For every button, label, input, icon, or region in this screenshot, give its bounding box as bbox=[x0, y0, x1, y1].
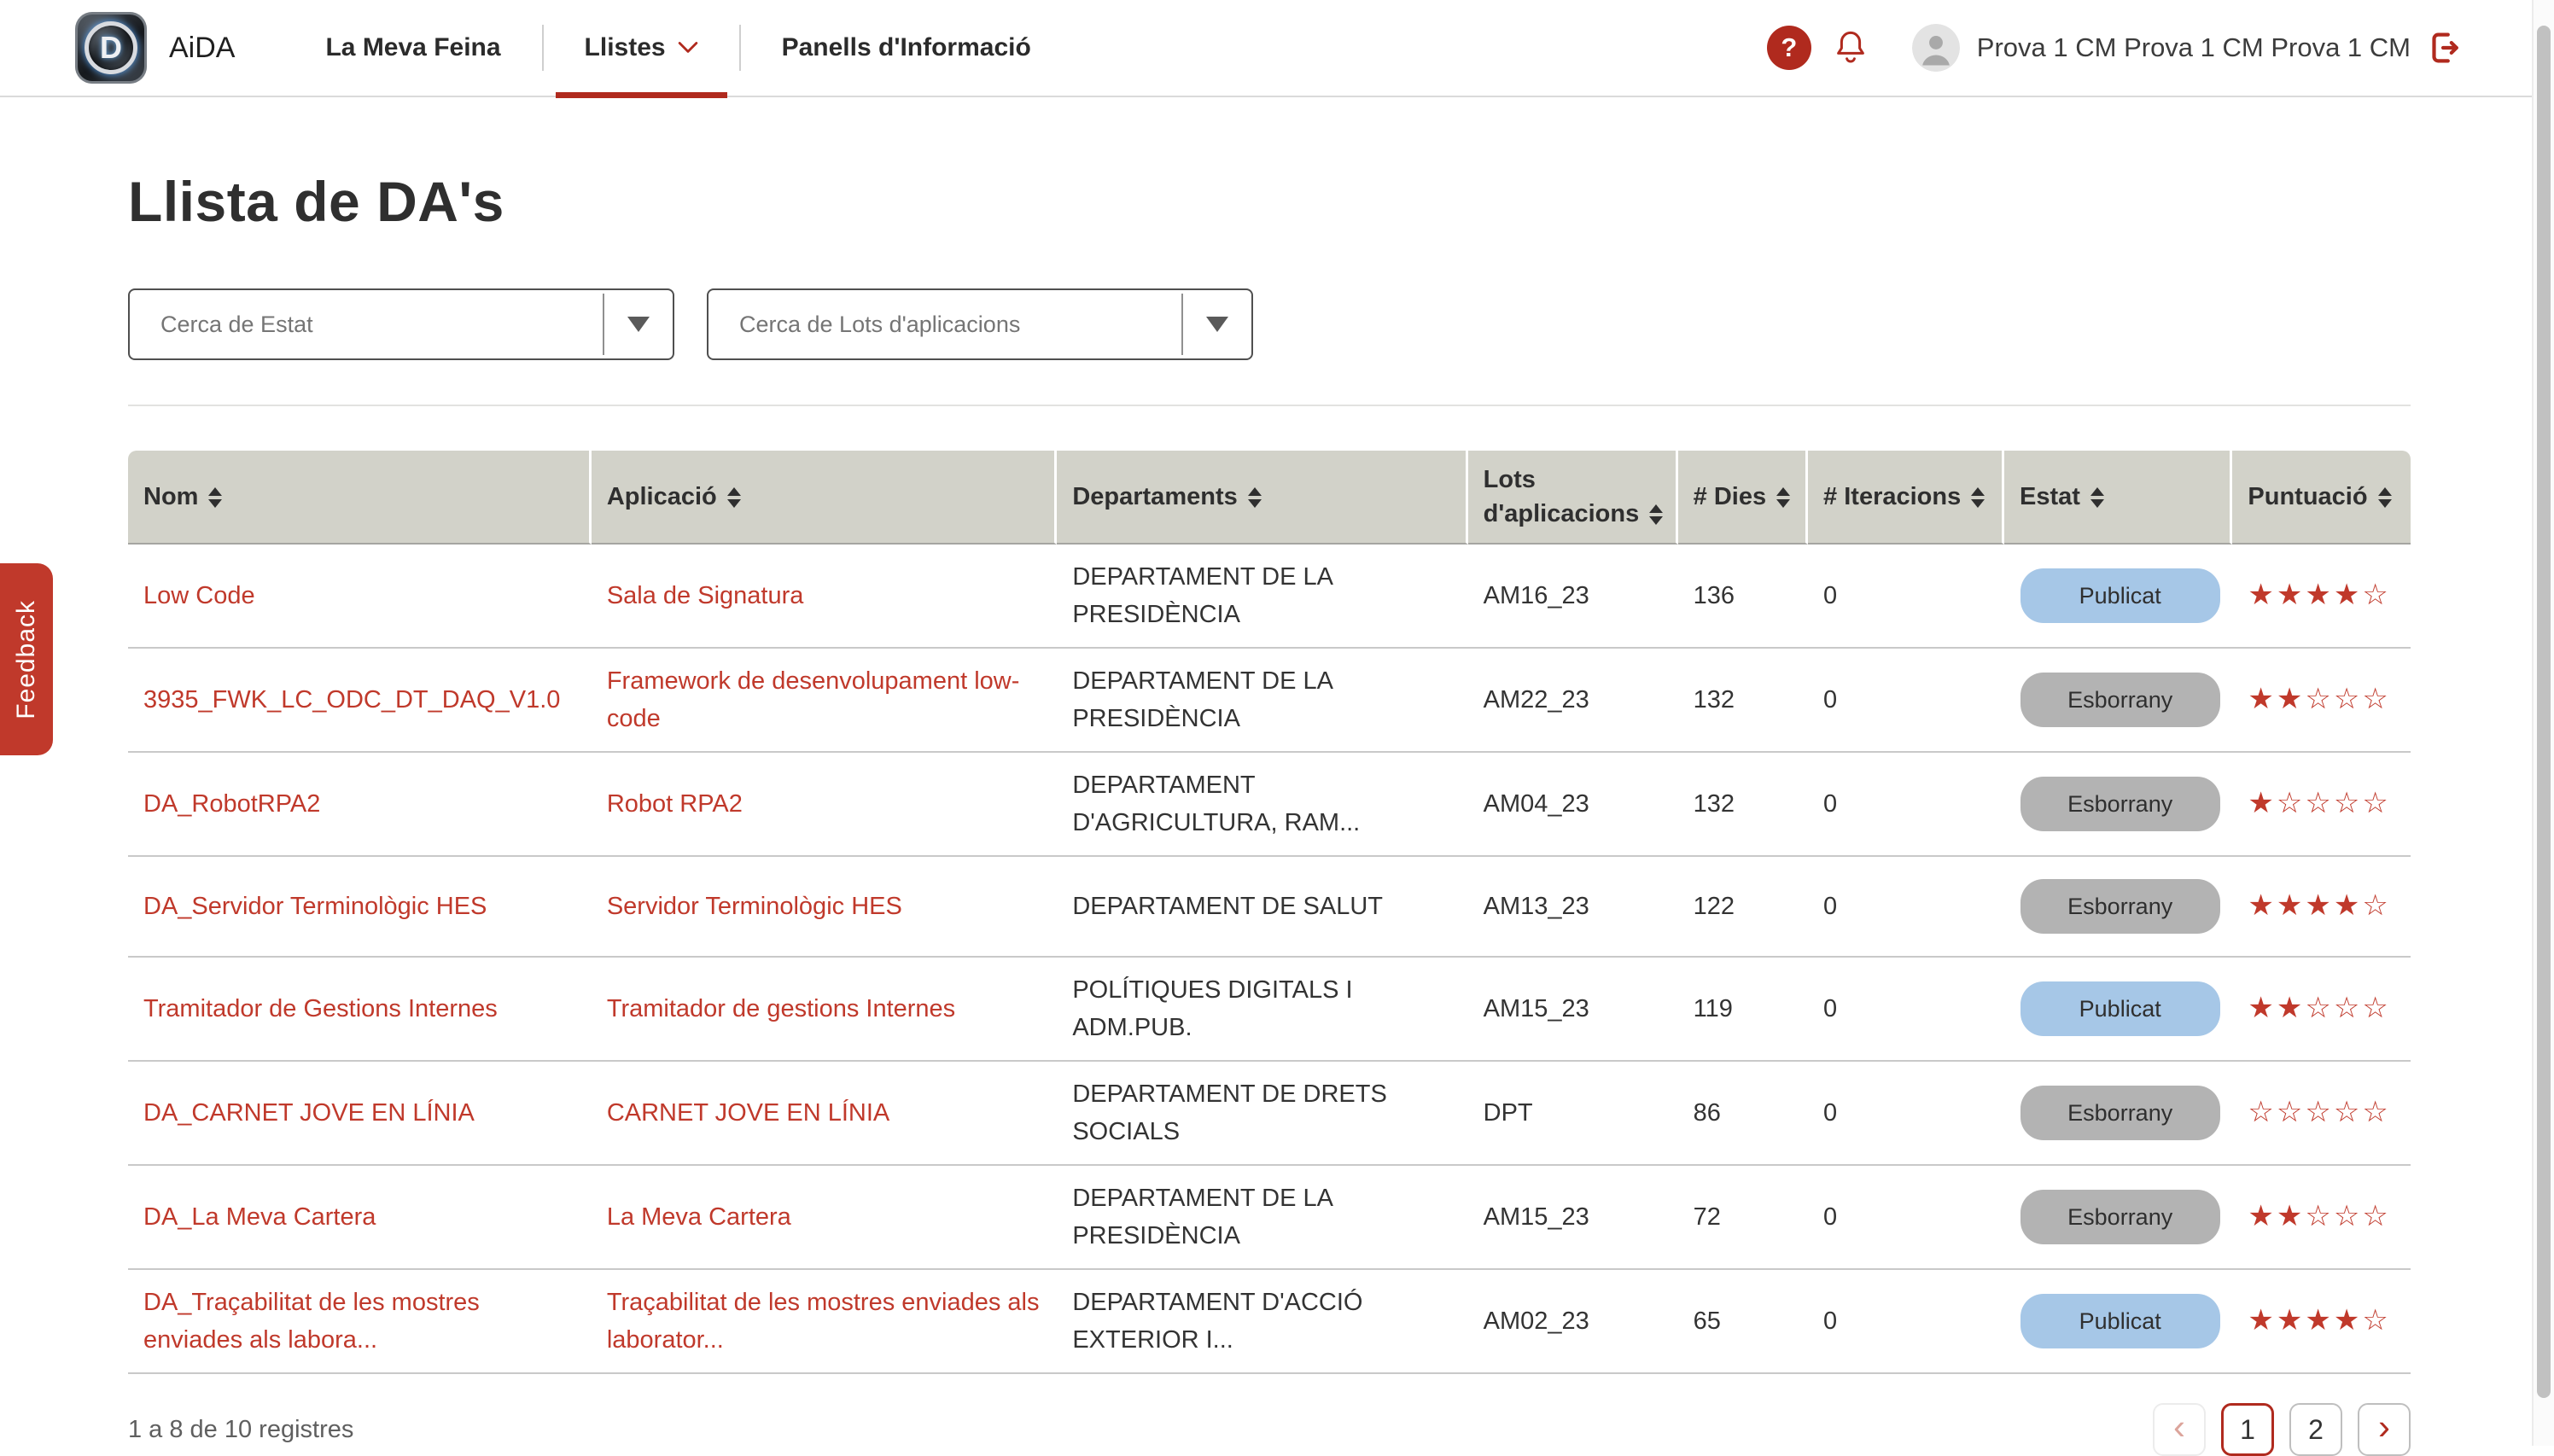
table-row bbox=[128, 958, 2411, 1062]
notifications-bell-icon[interactable] bbox=[1830, 27, 1871, 68]
table-row bbox=[128, 649, 2411, 753]
dies-cell: 122 bbox=[1678, 857, 1808, 958]
next-page-button[interactable] bbox=[2358, 1403, 2411, 1456]
status-badge: Publicat bbox=[2020, 1294, 2220, 1348]
department-cell: DEPARTAMENT D'AGRICULTURA, RAM... bbox=[1057, 753, 1467, 857]
iteracions-cell: 0 bbox=[1808, 857, 2004, 958]
da-name-link[interactable]: Tramitador de Gestions Internes bbox=[143, 995, 498, 1022]
status-badge: Publicat bbox=[2020, 568, 2220, 623]
column-header-aplicacio[interactable]: Aplicació bbox=[592, 451, 1058, 545]
rating-stars: ★★★★☆ bbox=[2248, 888, 2391, 923]
status-badge: Publicat bbox=[2020, 981, 2220, 1036]
lots-cell: AM02_23 bbox=[1468, 1270, 1678, 1374]
logo-letter: D bbox=[100, 30, 122, 65]
column-header-dies[interactable]: # Dies bbox=[1678, 451, 1808, 545]
sort-icon[interactable] bbox=[1971, 487, 1985, 508]
chevron-left-icon: ‹ bbox=[2173, 1406, 2185, 1447]
rating-stars: ★☆☆☆☆ bbox=[2248, 786, 2391, 820]
dropdown-caret-icon[interactable] bbox=[603, 294, 673, 355]
da-name-link[interactable]: DA_La Meva Cartera bbox=[143, 1203, 376, 1231]
da-name-link[interactable]: DA_RobotRPA2 bbox=[143, 790, 321, 818]
main-nav bbox=[296, 0, 1059, 96]
nav-item-label: Panells d'Informació bbox=[781, 33, 1031, 61]
sort-icon[interactable] bbox=[2090, 487, 2104, 508]
department-cell: DEPARTAMENT DE LA PRESIDÈNCIA bbox=[1057, 649, 1467, 753]
sort-icon[interactable] bbox=[1248, 487, 1262, 508]
application-link[interactable]: Sala de Signatura bbox=[606, 582, 804, 609]
department-cell: DEPARTAMENT DE LA PRESIDÈNCIA bbox=[1057, 1166, 1467, 1270]
dies-cell: 132 bbox=[1678, 649, 1808, 753]
dies-cell: 119 bbox=[1678, 958, 1808, 1062]
rating-stars: ★★☆☆☆ bbox=[2248, 1199, 2391, 1233]
da-name-link[interactable]: DA_Servidor Terminològic HES bbox=[143, 893, 487, 920]
sort-icon[interactable] bbox=[2378, 487, 2392, 508]
vertical-scrollbar[interactable] bbox=[2532, 0, 2554, 1446]
rating-stars: ★★★★☆ bbox=[2248, 1303, 2391, 1337]
iteracions-cell: 0 bbox=[1808, 753, 2004, 857]
chevron-down-icon bbox=[678, 41, 698, 55]
iteracions-cell: 0 bbox=[1808, 958, 2004, 1062]
iteracions-cell: 0 bbox=[1808, 1166, 2004, 1270]
da-name-link[interactable]: 3935_FWK_LC_ODC_DT_DAQ_V1.0 bbox=[143, 686, 561, 713]
lots-cell: AM04_23 bbox=[1468, 753, 1678, 857]
table-header-row bbox=[128, 451, 2411, 545]
column-header-nom[interactable]: Nom bbox=[128, 451, 592, 545]
estat-filter-placeholder: Cerca de Estat bbox=[160, 311, 313, 337]
nav-item-la-meva-feina[interactable] bbox=[296, 0, 529, 96]
page-title: Llista de DA's bbox=[128, 170, 504, 233]
rating-stars: ★★☆☆☆ bbox=[2248, 682, 2391, 716]
page-2-button[interactable]: 2 bbox=[2289, 1403, 2342, 1456]
brand-name: AiDA bbox=[169, 31, 236, 64]
rating-stars: ★★☆☆☆ bbox=[2248, 991, 2391, 1025]
department-cell: DEPARTAMENT DE SALUT bbox=[1057, 857, 1467, 958]
sort-icon[interactable] bbox=[727, 487, 741, 508]
application-link[interactable]: La Meva Cartera bbox=[606, 1203, 791, 1231]
dies-cell: 86 bbox=[1678, 1062, 1808, 1166]
filters-row bbox=[128, 288, 2411, 360]
status-badge: Esborrany bbox=[2020, 1190, 2220, 1244]
dropdown-caret-icon[interactable] bbox=[1181, 294, 1251, 355]
help-icon[interactable] bbox=[1767, 26, 1811, 70]
table-row bbox=[128, 1062, 2411, 1166]
da-name-link[interactable]: DA_CARNET JOVE EN LÍNIA bbox=[143, 1099, 475, 1127]
lots-cell: AM15_23 bbox=[1468, 1166, 1678, 1270]
iteracions-cell: 0 bbox=[1808, 545, 2004, 649]
da-name-link[interactable]: DA_Traçabilitat de les mostres enviades als labora... bbox=[143, 1289, 480, 1354]
lots-cell: AM13_23 bbox=[1468, 857, 1678, 958]
department-cell: POLÍTIQUES DIGITALS I ADM.PUB. bbox=[1057, 958, 1467, 1062]
iteracions-cell: 0 bbox=[1808, 649, 2004, 753]
column-header-puntuacio[interactable]: Puntuació bbox=[2232, 451, 2411, 545]
main-content bbox=[0, 169, 2554, 1456]
dies-cell: 136 bbox=[1678, 545, 1808, 649]
chevron-right-icon: › bbox=[2378, 1406, 2390, 1447]
rating-stars: ★★★★☆ bbox=[2248, 578, 2391, 612]
status-badge: Esborrany bbox=[2020, 879, 2220, 934]
logout-icon[interactable] bbox=[2424, 28, 2464, 67]
nav-item-llistes[interactable] bbox=[556, 0, 727, 96]
table-footer bbox=[128, 1403, 2411, 1456]
lots-cell: DPT bbox=[1468, 1062, 1678, 1166]
da-name-link[interactable]: Low Code bbox=[143, 582, 255, 609]
feedback-tab-label: Feedback bbox=[12, 599, 40, 719]
user-avatar[interactable] bbox=[1912, 24, 1960, 72]
iteracions-cell: 0 bbox=[1808, 1270, 2004, 1374]
user-name: Prova 1 CM Prova 1 CM Prova 1 CM bbox=[1976, 32, 2411, 62]
dies-cell: 65 bbox=[1678, 1270, 1808, 1374]
section-divider bbox=[128, 405, 2411, 406]
lots-filter-placeholder: Cerca de Lots d'aplicacions bbox=[739, 311, 1021, 337]
table-row bbox=[128, 545, 2411, 649]
status-badge: Esborrany bbox=[2020, 1086, 2220, 1140]
application-link[interactable]: Traçabilitat de les mostres enviades als laborator... bbox=[606, 1289, 1040, 1354]
column-header-lots[interactable]: Lots d'aplicacions bbox=[1468, 451, 1678, 545]
lots-filter-select[interactable] bbox=[707, 288, 1253, 360]
column-header-estat[interactable]: Estat bbox=[2004, 451, 2232, 545]
page-1-button[interactable]: 1 bbox=[2221, 1403, 2274, 1456]
lots-cell: AM22_23 bbox=[1468, 649, 1678, 753]
prev-page-button[interactable] bbox=[2153, 1403, 2206, 1456]
iteracions-cell: 0 bbox=[1808, 1062, 2004, 1166]
application-link[interactable]: Tramitador de gestions Internes bbox=[606, 995, 956, 1022]
table-row bbox=[128, 1166, 2411, 1270]
records-count: 1 a 8 de 10 registres bbox=[128, 1415, 354, 1443]
sort-icon[interactable] bbox=[208, 487, 222, 508]
application-link[interactable]: CARNET JOVE EN LÍNIA bbox=[606, 1099, 890, 1127]
department-cell: DEPARTAMENT DE LA PRESIDÈNCIA bbox=[1057, 545, 1467, 649]
lots-cell: AM16_23 bbox=[1468, 545, 1678, 649]
da-list-table bbox=[128, 451, 2411, 1374]
application-link[interactable]: Framework de desenvolupament low-code bbox=[606, 667, 1020, 732]
scrollbar-thumb[interactable] bbox=[2537, 26, 2551, 1398]
dies-cell: 72 bbox=[1678, 1166, 1808, 1270]
application-link[interactable]: Robot RPA2 bbox=[606, 790, 743, 818]
status-badge: Esborrany bbox=[2020, 777, 2220, 831]
feedback-tab[interactable] bbox=[0, 563, 53, 755]
nav-divider bbox=[542, 25, 544, 71]
sort-icon[interactable] bbox=[1649, 504, 1663, 525]
nav-divider bbox=[739, 25, 741, 71]
sort-icon[interactable] bbox=[1776, 487, 1790, 508]
user-area bbox=[1767, 24, 2464, 72]
department-cell: DEPARTAMENT DE DRETS SOCIALS bbox=[1057, 1062, 1467, 1166]
pagination bbox=[2153, 1403, 2411, 1456]
brand-group bbox=[75, 12, 235, 84]
table-row bbox=[128, 857, 2411, 958]
aida-logo-icon bbox=[75, 12, 147, 84]
nav-item-label: Llistes bbox=[584, 33, 666, 61]
logo-ring bbox=[85, 21, 137, 74]
lots-cell: AM15_23 bbox=[1468, 958, 1678, 1062]
application-link[interactable]: Servidor Terminològic HES bbox=[606, 893, 902, 920]
top-bar bbox=[0, 0, 2554, 97]
column-header-departaments[interactable]: Departaments bbox=[1057, 451, 1467, 545]
help-glyph: ? bbox=[1781, 32, 1798, 62]
column-header-iteracions[interactable]: # Iteracions bbox=[1808, 451, 2004, 545]
status-badge: Esborrany bbox=[2020, 673, 2220, 727]
table-row bbox=[128, 753, 2411, 857]
dies-cell: 132 bbox=[1678, 753, 1808, 857]
department-cell: DEPARTAMENT D'ACCIÓ EXTERIOR I... bbox=[1057, 1270, 1467, 1374]
rating-stars: ☆☆☆☆☆ bbox=[2248, 1095, 2391, 1129]
nav-item-panells-informacio[interactable] bbox=[753, 0, 1060, 96]
estat-filter-select[interactable] bbox=[128, 288, 674, 360]
nav-item-label: La Meva Feina bbox=[325, 33, 501, 61]
table-row bbox=[128, 1270, 2411, 1374]
